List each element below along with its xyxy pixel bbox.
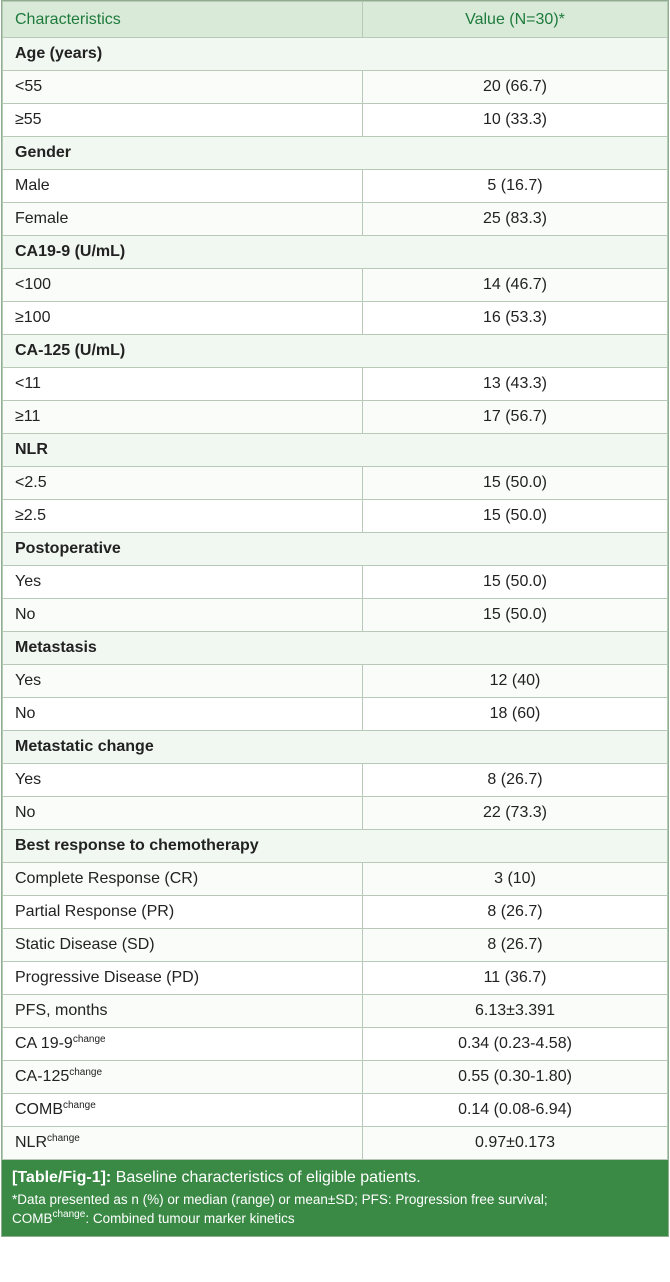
table-row — [3, 599, 668, 632]
row-label-cell — [3, 368, 363, 401]
table-row — [3, 797, 668, 830]
row-label: Yes — [15, 573, 42, 590]
row-label-cell — [3, 203, 363, 236]
row-label: Yes — [15, 672, 42, 689]
row-value: 17 (56.7) — [363, 401, 668, 434]
row-label: PFS, months — [15, 1002, 108, 1019]
row-label: ≥55 — [15, 111, 42, 128]
table-row — [3, 896, 668, 929]
row-label: CA-125 — [15, 1068, 70, 1085]
row-value: 10 (33.3) — [363, 104, 668, 137]
row-label-cell — [3, 104, 363, 137]
row-label: Complete Response (CR) — [15, 870, 199, 887]
row-label-cell — [3, 962, 363, 995]
row-label: Female — [15, 210, 69, 227]
row-label-cell — [3, 467, 363, 500]
row-label: <11 — [15, 375, 41, 392]
row-value: 15 (50.0) — [363, 566, 668, 599]
group-value-empty — [363, 731, 668, 764]
group-title: CA19-9 (U/mL) — [3, 236, 363, 269]
row-label: No — [15, 705, 36, 722]
group-title: NLR — [3, 434, 363, 467]
row-label: NLR — [15, 1134, 48, 1151]
row-label: Static Disease (SD) — [15, 936, 155, 953]
row-label: <2.5 — [15, 474, 47, 491]
table-row — [3, 863, 668, 896]
header-characteristics: Characteristics — [3, 2, 363, 38]
caption-note-comb-sup: change — [52, 1209, 86, 1220]
group-value-empty — [363, 236, 668, 269]
row-value: 6.13±3.391 — [363, 995, 668, 1028]
group-header-row — [3, 434, 668, 467]
group-title: Best response to chemotherapy — [3, 830, 363, 863]
row-label-cell — [3, 665, 363, 698]
row-value: 15 (50.0) — [363, 467, 668, 500]
caption-note-line1: *Data presented as n (%) or median (range) or mean±SD; PFS: Progression free survival; — [12, 1192, 548, 1207]
row-value: 18 (60) — [363, 698, 668, 731]
table-row — [3, 401, 668, 434]
row-label-cell — [3, 764, 363, 797]
row-value: 14 (46.7) — [363, 269, 668, 302]
table-row — [3, 203, 668, 236]
row-label-cell — [3, 929, 363, 962]
table-row — [3, 764, 668, 797]
caption-note — [12, 1190, 658, 1228]
table-row — [3, 1094, 668, 1127]
row-label-cell — [3, 797, 363, 830]
row-label-cell — [3, 896, 363, 929]
group-title: Gender — [3, 137, 363, 170]
row-label-cell — [3, 170, 363, 203]
table-row — [3, 104, 668, 137]
group-title: Age (years) — [3, 38, 363, 71]
table-figure — [1, 0, 669, 1237]
row-label: Progressive Disease (PD) — [15, 969, 200, 986]
caption-note-comb: COMB — [12, 1211, 53, 1226]
row-label-cell — [3, 995, 363, 1028]
table-row — [3, 71, 668, 104]
row-label-cell — [3, 401, 363, 434]
row-label-cell — [3, 269, 363, 302]
row-label-cell — [3, 500, 363, 533]
row-label-cell — [3, 599, 363, 632]
table-row — [3, 368, 668, 401]
row-label-cell — [3, 1028, 363, 1061]
caption-text: Baseline characteristics of eligible patients. — [115, 1169, 421, 1186]
group-value-empty — [363, 335, 668, 368]
group-value-empty — [363, 434, 668, 467]
row-value: 8 (26.7) — [363, 764, 668, 797]
row-value: 20 (66.7) — [363, 71, 668, 104]
row-label: COMB — [15, 1101, 63, 1118]
table-row — [3, 929, 668, 962]
row-label: Partial Response (PR) — [15, 903, 175, 920]
row-label-superscript: change — [63, 1100, 96, 1111]
characteristics-table — [2, 1, 668, 1160]
row-value: 22 (73.3) — [363, 797, 668, 830]
row-label-superscript: change — [47, 1133, 80, 1144]
table-body — [3, 38, 668, 1160]
row-label: CA 19-9 — [15, 1035, 73, 1052]
row-value: 25 (83.3) — [363, 203, 668, 236]
row-label: ≥11 — [15, 408, 41, 425]
table-row — [3, 1028, 668, 1061]
row-label-superscript: change — [72, 1034, 106, 1045]
table-row — [3, 302, 668, 335]
group-header-row — [3, 38, 668, 71]
row-label-cell — [3, 71, 363, 104]
caption-label: [Table/Fig-1]: — [12, 1169, 112, 1186]
group-header-row — [3, 632, 668, 665]
row-label-cell — [3, 1094, 363, 1127]
row-value: 11 (36.7) — [363, 962, 668, 995]
row-label: ≥100 — [15, 309, 51, 326]
group-header-row — [3, 731, 668, 764]
row-value: 0.97±0.173 — [363, 1127, 668, 1160]
table-row — [3, 995, 668, 1028]
table-row — [3, 1127, 668, 1160]
table-row — [3, 467, 668, 500]
table-caption — [2, 1160, 668, 1236]
group-value-empty — [363, 533, 668, 566]
row-label-superscript: change — [69, 1067, 103, 1078]
row-value: 15 (50.0) — [363, 599, 668, 632]
header-value: Value (N=30)* — [363, 2, 668, 38]
table-row — [3, 566, 668, 599]
row-value: 12 (40) — [363, 665, 668, 698]
table-row — [3, 1061, 668, 1094]
row-label: <55 — [15, 78, 43, 95]
group-title: Metastatic change — [3, 731, 363, 764]
row-label-cell — [3, 566, 363, 599]
group-title: CA-125 (U/mL) — [3, 335, 363, 368]
table-row — [3, 698, 668, 731]
row-value: 0.14 (0.08-6.94) — [363, 1094, 668, 1127]
caption-note-line2: : Combined tumour marker kinetics — [85, 1211, 295, 1226]
row-label-cell — [3, 1061, 363, 1094]
row-label-cell — [3, 302, 363, 335]
row-value: 8 (26.7) — [363, 896, 668, 929]
row-value: 0.55 (0.30-1.80) — [363, 1061, 668, 1094]
group-value-empty — [363, 137, 668, 170]
row-label: No — [15, 606, 36, 623]
table-row — [3, 269, 668, 302]
group-header-row — [3, 830, 668, 863]
row-label: Male — [15, 177, 50, 194]
row-value: 8 (26.7) — [363, 929, 668, 962]
row-label: <100 — [15, 276, 52, 293]
table-row — [3, 665, 668, 698]
row-value: 15 (50.0) — [363, 500, 668, 533]
group-header-row — [3, 533, 668, 566]
group-header-row — [3, 137, 668, 170]
row-value: 5 (16.7) — [363, 170, 668, 203]
row-label: Yes — [15, 771, 42, 788]
row-label-cell — [3, 863, 363, 896]
group-value-empty — [363, 632, 668, 665]
row-label: ≥2.5 — [15, 507, 47, 524]
group-value-empty — [363, 830, 668, 863]
table-row — [3, 962, 668, 995]
row-label: No — [15, 804, 36, 821]
group-header-row — [3, 236, 668, 269]
table-row — [3, 170, 668, 203]
group-title: Metastasis — [3, 632, 363, 665]
row-label-cell — [3, 1127, 363, 1160]
group-value-empty — [363, 38, 668, 71]
row-value: 0.34 (0.23-4.58) — [363, 1028, 668, 1061]
row-value: 3 (10) — [363, 863, 668, 896]
row-value: 16 (53.3) — [363, 302, 668, 335]
group-header-row — [3, 335, 668, 368]
row-label-cell — [3, 698, 363, 731]
table-row — [3, 500, 668, 533]
table-header-row — [3, 2, 668, 38]
row-value: 13 (43.3) — [363, 368, 668, 401]
caption-title — [12, 1167, 658, 1188]
group-title: Postoperative — [3, 533, 363, 566]
